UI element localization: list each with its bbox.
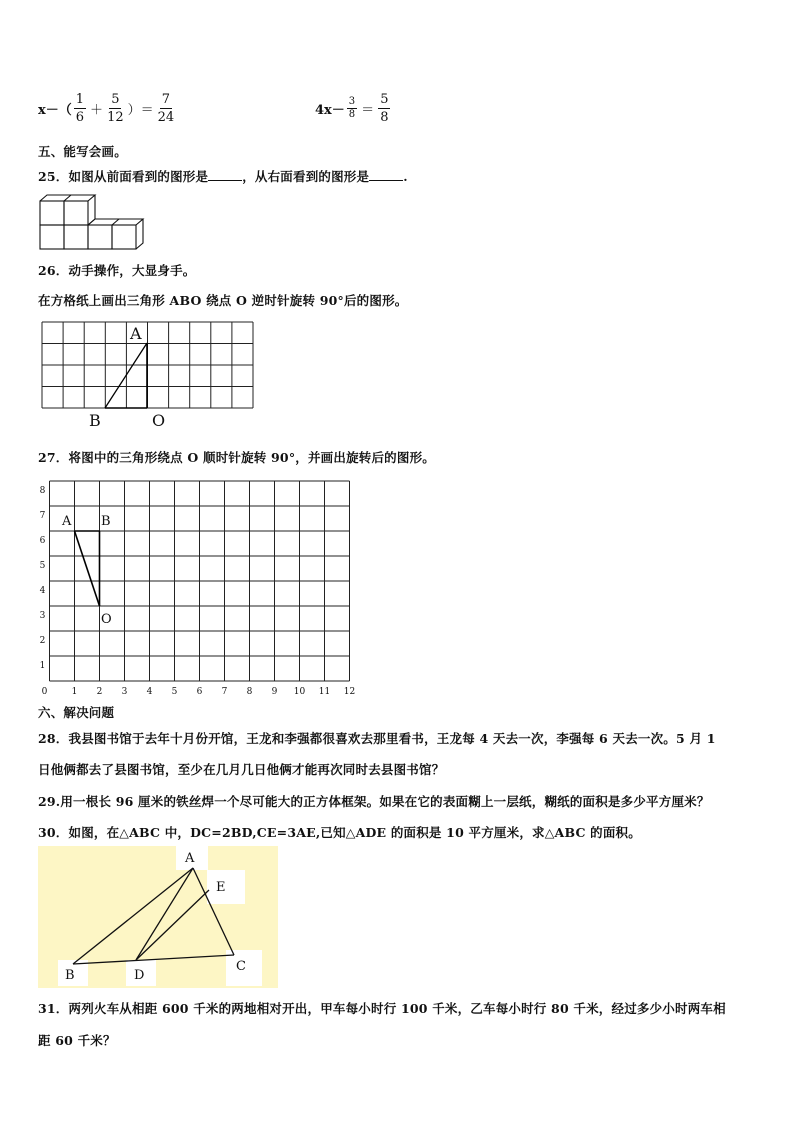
label-e: E [216,880,226,895]
x-tick-label: 12 [343,687,356,694]
fraction: $\frac{3}{8}$ [348,96,356,120]
x-tick-label: 4 [146,687,153,694]
label-a: A [130,324,142,343]
question-25: 25．如图从前面看到的图形是 ，从右面看到的图形是 . [38,169,408,184]
label-o: O [101,612,112,627]
label-b: B [65,968,75,983]
y-tick-label: 2 [39,636,46,646]
question-29: 29.用一根长 96 厘米的铁丝焊一个尽可能大的正方体框架。如果在它的表面糊上一层纸，糊纸的面积是多少平方厘米？ [38,794,710,809]
label-a: A [62,514,72,529]
label-d: D [134,968,145,983]
y-tick-label: 6 [39,536,46,546]
label-b: B [101,514,111,529]
fraction: $\frac{5}{8}$ [380,92,389,125]
equals-sign: ＝ [361,103,375,118]
equation-left [38,91,176,126]
question-30: 30．如图，在△ABC 中，DC=2BD,CE=3AE,已知△ADE 的面积是 10 平方厘米，求△ABC 的面积。 [38,825,641,840]
label-a: A [185,851,195,866]
x-tick-label: 7 [221,687,228,694]
x-tick-label: 0 [41,687,48,694]
y-tick-label: 4 [39,586,46,596]
equation-right [315,91,392,126]
y-tick-label: 5 [39,561,46,571]
fraction: $\frac{1}{6}$ [75,92,85,125]
x-tick-label: 1 [71,687,78,694]
plus-sign: ＋ [90,103,104,118]
section-5-title: 五、能写会画。 [38,144,127,159]
grid-figure-q26 [40,320,256,435]
fraction: $\frac{7}{24}$ [157,92,175,125]
x-tick-label: 11 [318,687,331,694]
answer-blank[interactable] [369,168,403,181]
x-tick-label: 2 [96,687,103,694]
x-tick-label: 10 [293,687,306,694]
eq-left-prefix: x－（ [38,103,72,118]
fraction: $\frac{5}{12}$ [107,92,124,125]
question-27-text: 27．将图中的三角形绕点 O 顺时针旋转 90°，并画出旋转后的图形。 [38,450,435,465]
question-28-line1: 28．我县图书馆于去年十月份开馆，王龙和李强都很喜欢去那里看书，王龙每 4 天去一次，李强每 6 天去一次。5 月 1 [38,731,716,746]
question-26-text: 在方格纸上画出三角形 ABO 绕点 O 逆时针旋转 90°后的图形。 [38,293,408,308]
x-tick-label: 6 [196,687,203,694]
answer-blank[interactable] [208,168,242,181]
y-tick-label: 1 [39,661,46,671]
label-o: O [152,411,166,430]
question-31-line2: 距 60 千米？ [38,1033,116,1048]
cube-figure [38,193,150,253]
x-tick-label: 3 [121,687,128,694]
triangle-figure-q30 [38,846,278,988]
question-26-title: 26．动手操作，大显身手。 [38,263,196,278]
y-tick-label: 7 [39,511,46,521]
y-tick-label: 3 [39,611,46,621]
x-tick-label: 9 [271,687,278,694]
label-c: C [236,959,246,974]
question-28-line2: 日他俩都去了县图书馆，至少在几月几日他俩才能再次同时去县图书馆？ [38,762,445,777]
eq-right-prefix: 4x－ [315,103,345,118]
x-tick-label: 8 [246,687,253,694]
y-tick-label: 8 [39,486,46,496]
label-b: B [89,411,101,430]
close-equals: ）＝ [127,103,154,118]
x-tick-label: 5 [171,687,178,694]
grid-figure-q27 [36,478,358,694]
question-31-line1: 31．两列火车从相距 600 千米的两地相对开出，甲车每小时行 100 千米，乙车每小时行 80 千米，经过多少小时两车相 [38,1001,726,1016]
triangle-side-ao [75,531,100,606]
section-6-title: 六、解决问题 [38,705,115,720]
